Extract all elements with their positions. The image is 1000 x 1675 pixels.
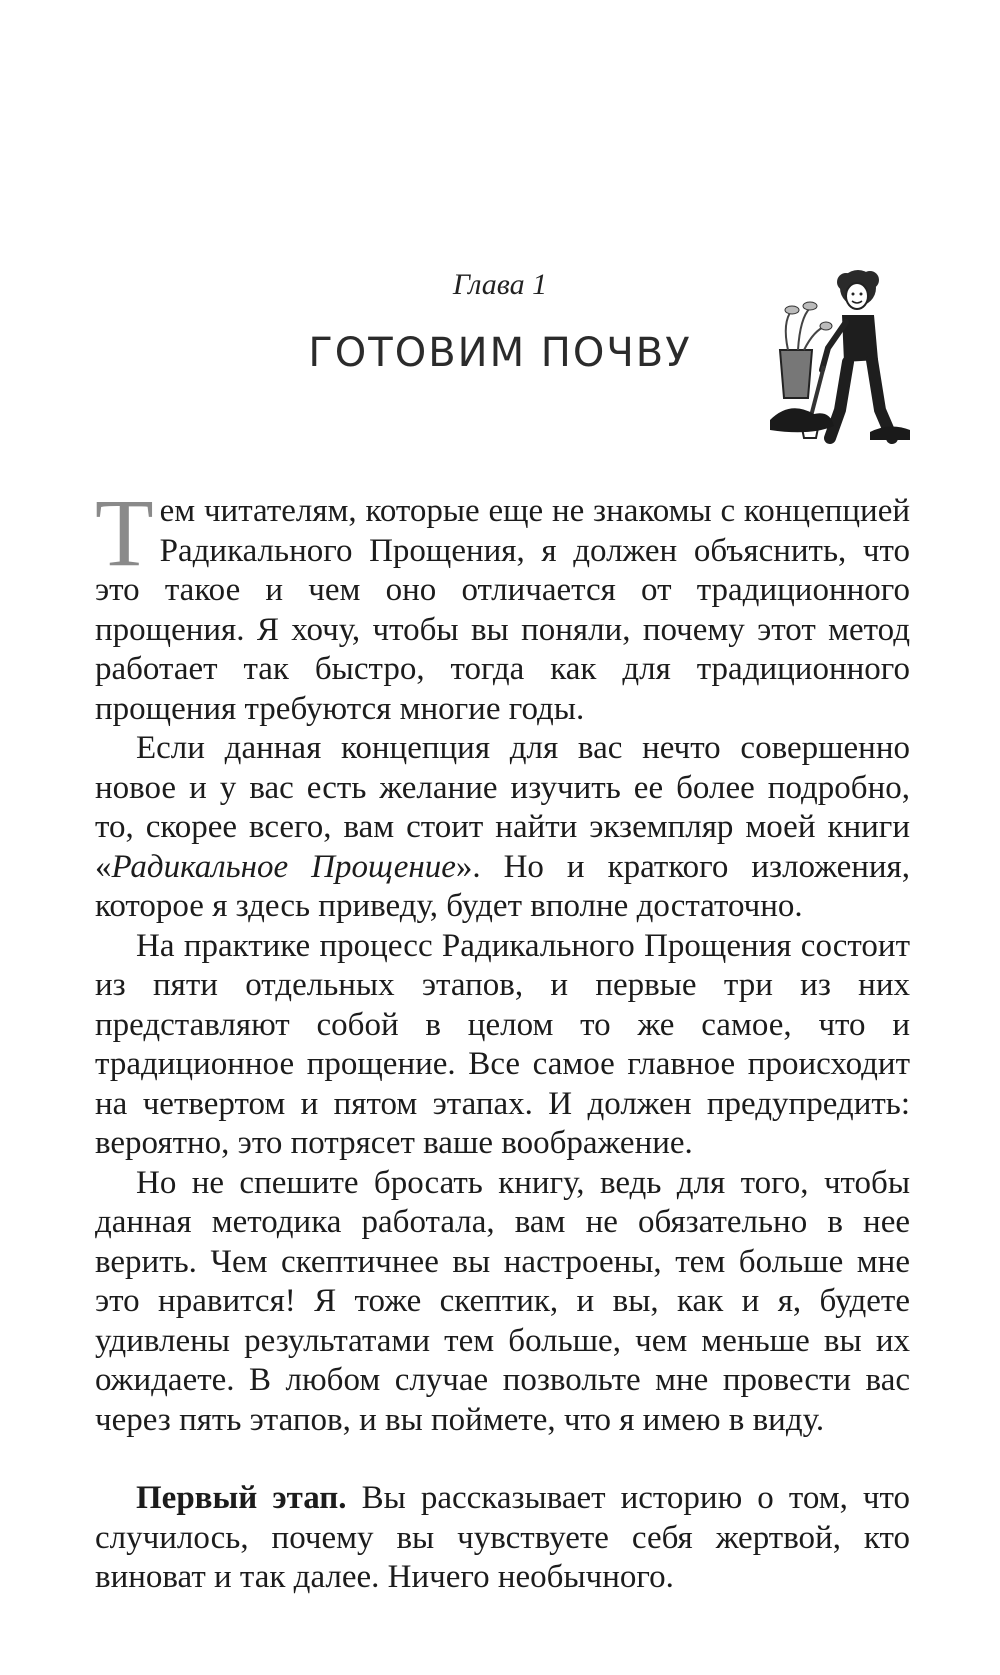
paragraph-2 xyxy=(95,729,910,927)
paragraph-2-text-start: Если данная концепция для вас нечто совершенно новое и у вас есть желание изучить ее более подробно, то, скорее всего, вам стоит найти экземпляр моей книги « xyxy=(95,730,910,885)
stage-heading: Первый этап. xyxy=(136,1480,347,1516)
paragraph-5-text: Вы рассказывает историю о том, что случилось, почему вы чувствуете себя жертвой, кто виноват и так далее. Ничего необычного. xyxy=(95,1480,910,1595)
paragraph-3-text: На практике процесс Радикального Прощения состоит из пяти отдельных этапов, и первые три из них представляют собой в целом то же самое, что и традиционное прощение. Все самое главное происходит на четвертом и пятом этапах. И должен предупредить: вероятно, это потрясет ваше воображение. xyxy=(95,927,910,1161)
drop-cap: Т xyxy=(95,479,154,586)
paragraph-1 xyxy=(95,479,910,729)
paragraph-1-text: ем читателям, которые еще не знакомы с концепцией Радикального Прощения, я должен объяснить, что это такое и чем оно отличается от традиционного прощения. Я хочу, чтобы вы поняли, почему этот метод работает так быстро, тогда как для традиционного прощения требуются многие годы. xyxy=(95,493,910,727)
paragraph-3 xyxy=(95,927,910,1164)
chapter-label: Глава 1 xyxy=(452,268,548,301)
gardener-with-shovel-icon xyxy=(770,270,920,445)
body-text xyxy=(95,479,910,1598)
paragraph-2-text-end: ». Но и краткого изложения, которое я здесь приведу, будет вполне достаточно. xyxy=(95,848,910,924)
paragraph-5 xyxy=(95,1479,910,1598)
paragraph-4 xyxy=(95,1164,910,1441)
chapter-title: ГОТОВИМ ПОЧВУ xyxy=(308,330,692,376)
paragraph-4-text: Но не спешите бросать книгу, ведь для того, чтобы данная методика работала, вам не обязательно в нее верить. Чем скептичнее вы настроены, тем больше мне это нравится! Я тоже скептик, и вы, как и я, будете удивлены результатами тем больше, чем меньше вы их ожидаете. В любом случае позвольте мне провести вас через пять этапов, и вы поймете, что я имею в виду. xyxy=(95,1164,910,1438)
book-title-reference: Радикальное Прощение xyxy=(111,848,456,885)
